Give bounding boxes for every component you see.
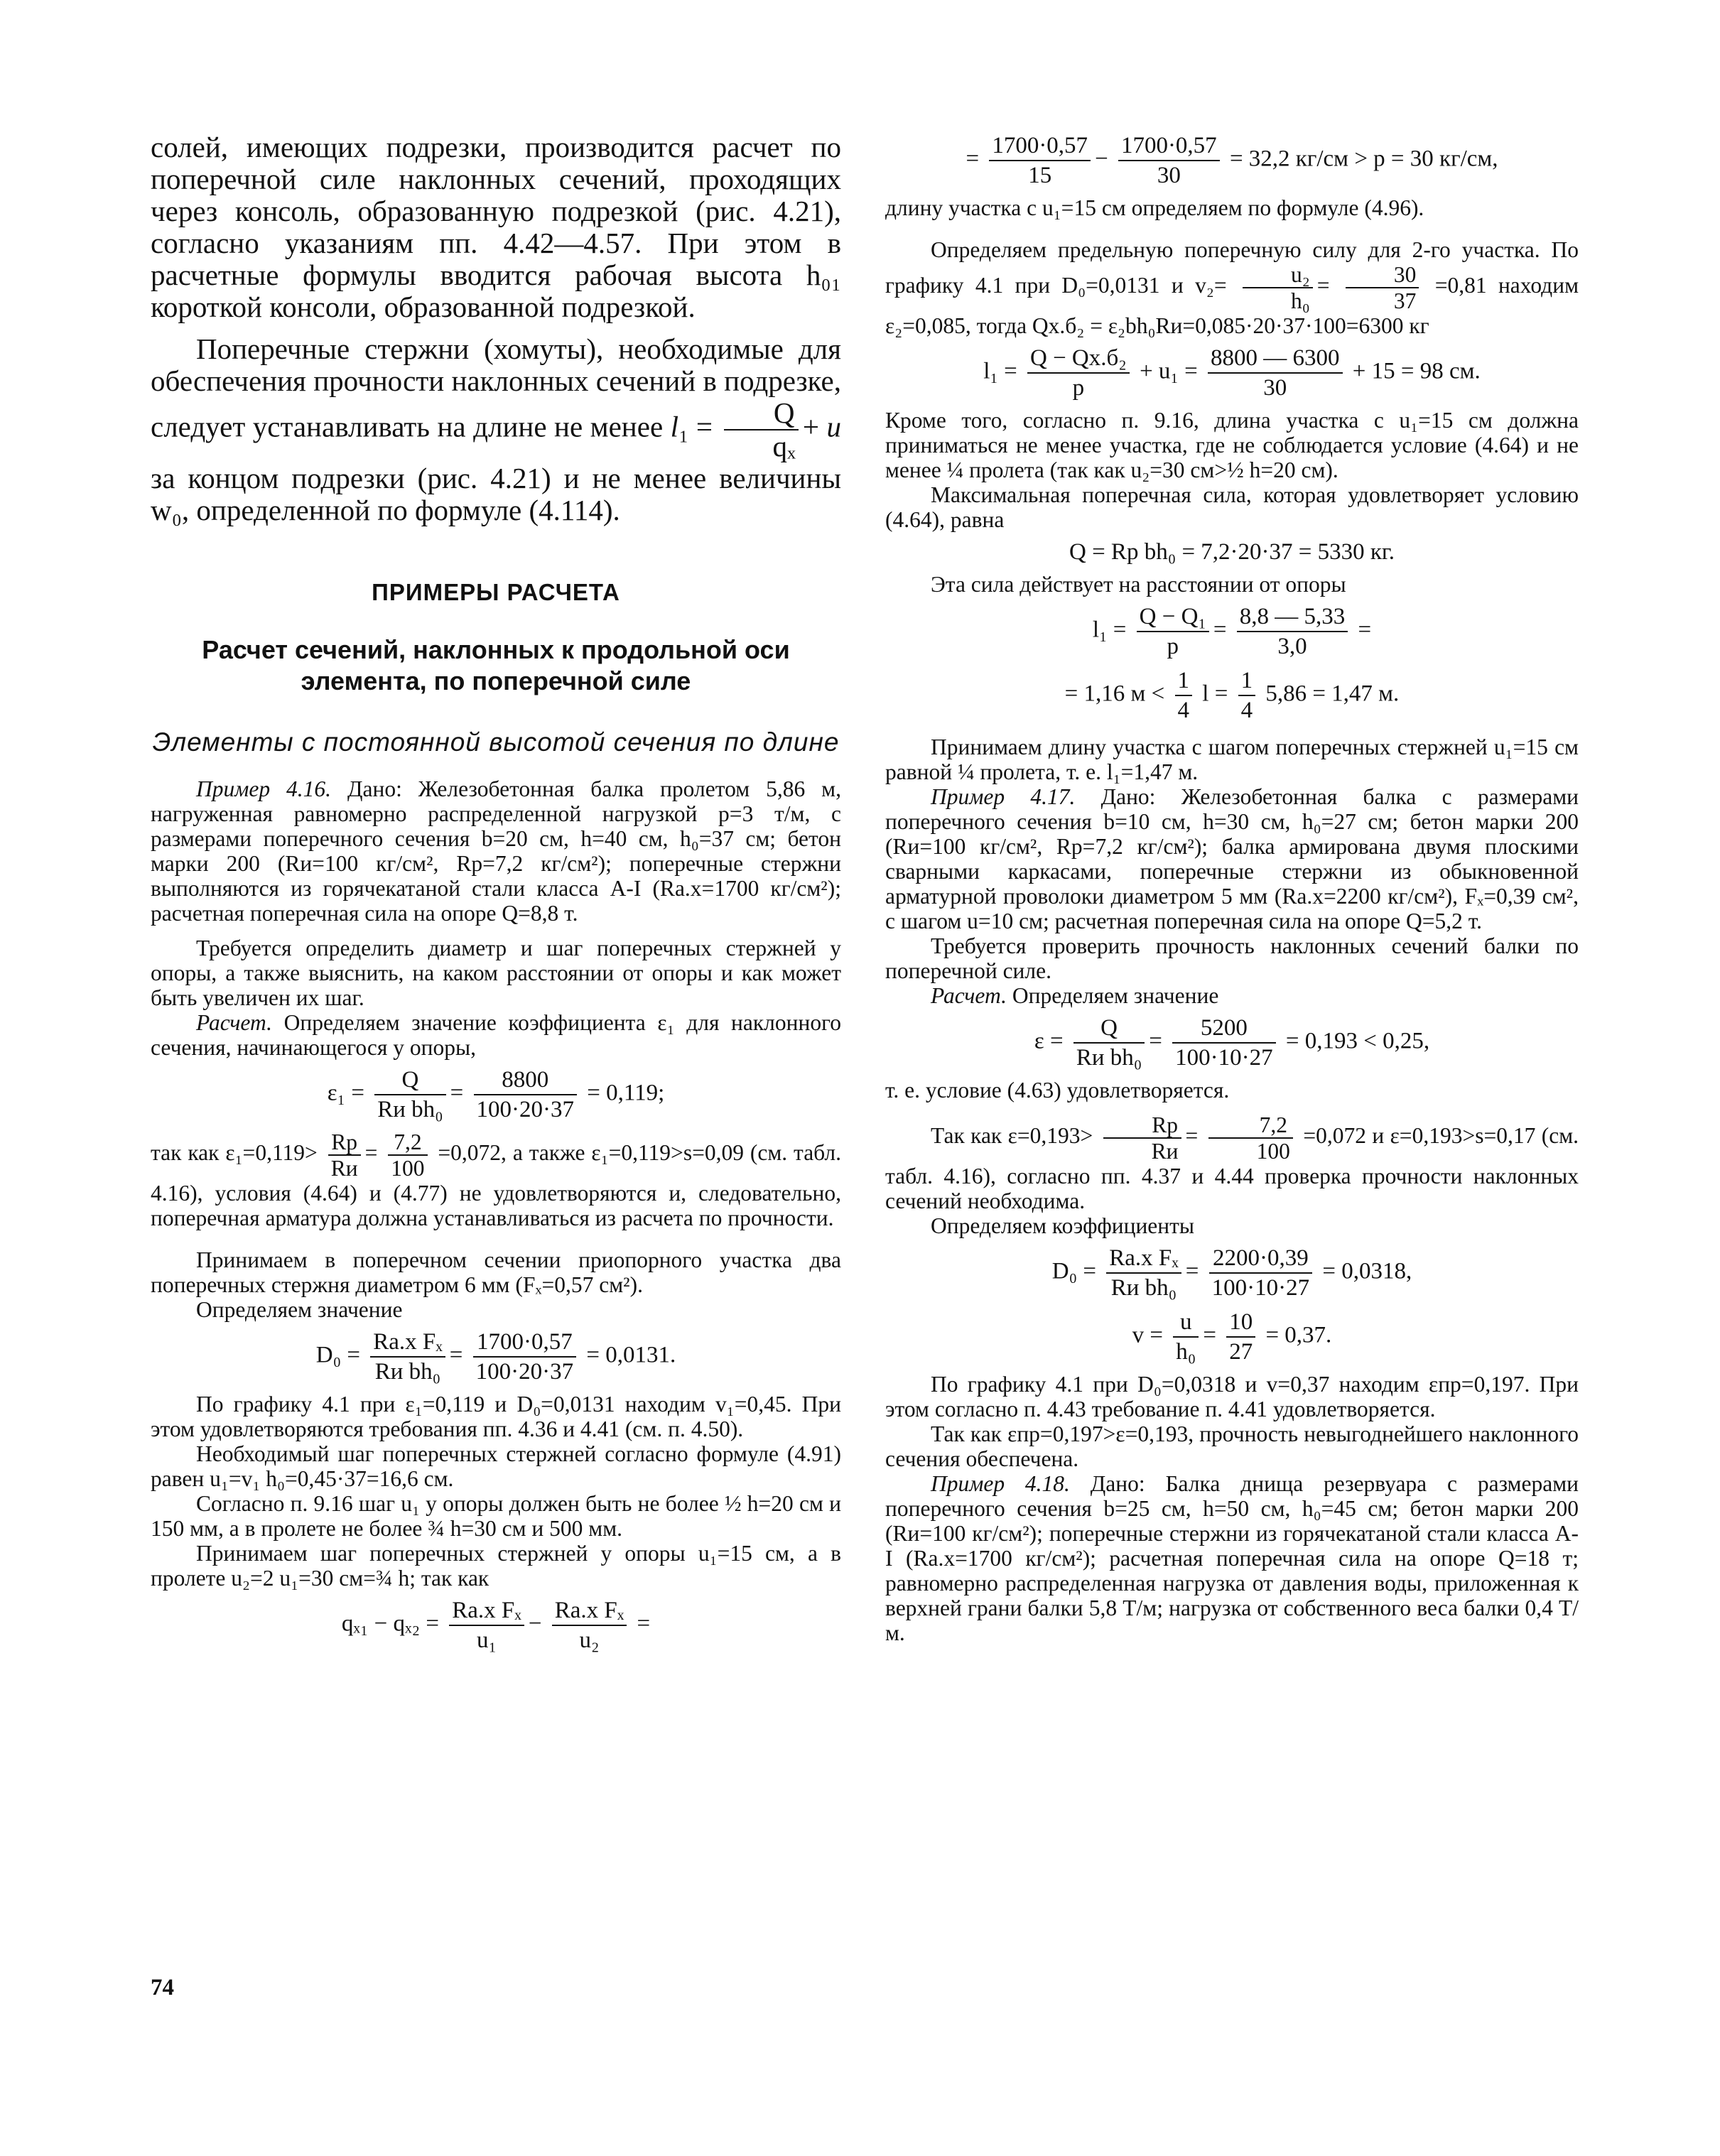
eq-den: h₀ bbox=[1176, 1339, 1196, 1365]
eq-den: 100·20·37 bbox=[476, 1097, 574, 1122]
eq-num: 8,8 — 5,33 bbox=[1237, 602, 1348, 632]
eq-result: = 32,2 кг/см > p = 30 кг/см, bbox=[1229, 146, 1498, 172]
eq-den: Rи bh₀ bbox=[377, 1097, 443, 1122]
eq-num: 1700·0,57 bbox=[1118, 131, 1220, 161]
eq-fraction bbox=[374, 1066, 445, 1124]
eq-num: Rа.х Fₓ bbox=[370, 1328, 445, 1358]
eq-fraction bbox=[1118, 131, 1220, 190]
eq-result: = 0,0131. bbox=[586, 1342, 676, 1368]
stirrups-text-b: за концом подрезки (рис. 4.21) и не менее величины w₀, определенной по формуле (4.114). bbox=[151, 462, 841, 526]
left-column bbox=[151, 131, 841, 1660]
calc-text: Определяем значение bbox=[1012, 983, 1219, 1008]
limit-fraction bbox=[1346, 262, 1419, 313]
paragraph-take: Принимаем шаг поперечных стержней у опоры u₁=15 см, а в пролете u₂=2 u₁=30 см=¾ h; так как bbox=[151, 1541, 841, 1591]
fraction-numerator: Q bbox=[724, 397, 798, 430]
paragraph-force: Эта сила действует на расстоянии от опоры bbox=[931, 572, 1346, 597]
eq-fraction bbox=[1226, 1308, 1255, 1366]
eq-fraction bbox=[1237, 602, 1348, 661]
paragraph-stirrups: Поперечные стержни (хомуты), необходимые для обеспечения прочности наклонных сечений в подрезке, следует устанавливать на длине не менее l₁ = $\frac{Q}{\text{qₓ}}$ + u за концом подрезки (рис. 4.21) и не менее величины w₀, определенной по формуле (4.114). bbox=[151, 332, 842, 526]
equation-eps: ε = $\frac{Q}{\text{Rи bh₀}}$ = $\frac{5200}{100\cdot 10\cdot 27}$ = 0,193 < 0,25, bbox=[1034, 1015, 1430, 1071]
eq-num: Q − Q₁ bbox=[1137, 602, 1209, 632]
eq-den: p bbox=[1167, 634, 1179, 659]
eq-den: Rи bbox=[1151, 1139, 1179, 1164]
example-label: Пример 4.17. bbox=[931, 784, 1076, 809]
example-text: Дано: Железобетонная балка пролетом 5,86 м, нагруженная равномерно распределенной нагрузкой p=3 т/м, с размерами поперечного сечения b=20 см, h=40 см, h₀=37 см; бетон марки 200 (Rи=100 кг/см², Rр=7,2 кг/см²); поперечные стержни выполняются из горячекатаной стали класса А-I (Rа.х=1700 кг/см²); расчетная поперечная сила на опоре Q=8,8 т. bbox=[151, 776, 841, 926]
eq-lhs: v = bbox=[1132, 1322, 1164, 1348]
eq-mid: + u₁ = bbox=[1140, 358, 1198, 384]
eq-result: = bbox=[1358, 617, 1372, 643]
eq-lhs: D₀ = bbox=[1051, 1258, 1096, 1284]
equation-eps1: ε₁ = $\frac{Q}{\text{Rи bh₀}}$ = $\frac{8800}{100\cdot 20\cdot 37}$ = 0,119; bbox=[327, 1067, 665, 1122]
paragraph-graph: По графику 4.1 при ε₁=0,119 и D₀=0,0131 находим v₁=0,45. При этом удовлетворяются требования пп. 4.36 и 4.41 (см. п. 4.50). bbox=[151, 1392, 841, 1441]
since-text-a: Так как ε=0,193> bbox=[931, 1123, 1093, 1149]
equation-q: Q = Rр bh₀ = 7,2·20·37 = 5330 кг. bbox=[1069, 539, 1395, 565]
eq-den: 30 bbox=[1157, 163, 1181, 188]
eq-lhs: qₓ₁ − qₓ₂ = bbox=[341, 1610, 439, 1637]
eq-den: Rи bh₀ bbox=[374, 1359, 441, 1385]
paragraph-since: так как ε₁=0,119> $\frac{Rр}{Rи}$ = $\frac{7,2}{100}$ =0,072, а также ε₁=0,119>s=0,09 (см. табл. 4.16), условия (4.64) и (4.77) не удовлетворяются и, следовательно, поперечная арматура должна устанавливаться из расчета по прочности. bbox=[151, 1130, 842, 1230]
eq-num: Rр bbox=[328, 1130, 361, 1156]
eq-result: + 15 = 98 см. bbox=[1352, 358, 1481, 384]
equation-l1-distance: l₁ = $\frac{\text{Q − Q₁}}{p}$ = $\frac{8,8 — 5,33}{3,0}$ = bbox=[1092, 604, 1372, 659]
heading-section: Расчет сечений, наклонных к продольной оси элемента, по поперечной силе bbox=[202, 635, 790, 695]
since-text-a: так как ε₁=0,119> bbox=[151, 1140, 318, 1166]
eq-den: Rи bbox=[330, 1156, 358, 1181]
eq-result: = 0,0318, bbox=[1322, 1258, 1412, 1284]
eq-den: 3,0 bbox=[1277, 634, 1307, 659]
since-fraction bbox=[1103, 1112, 1181, 1164]
eq-den: p bbox=[1072, 375, 1085, 401]
calc-label: Расчет. bbox=[931, 983, 1007, 1008]
paragraph-accept: Принимаем в поперечном сечении приопорного участка два поперечных стержня диаметром 6 мм (Fₓ=0,57 см²). bbox=[151, 1247, 841, 1297]
paragraph-coefficients: Определяем коэффициенты bbox=[931, 1213, 1195, 1238]
paragraph-accept-length: Принимаем длину участка с шагом поперечных стержней u₁=15 см равной ¼ пролета, т. е. l₁=1,47 м. bbox=[885, 735, 1579, 784]
since-fraction bbox=[328, 1130, 361, 1181]
eq-num: 1 bbox=[1175, 666, 1193, 696]
paragraph-condition: т. е. условие (4.63) удовлетворяется. bbox=[885, 1078, 1230, 1103]
eq-result: = bbox=[637, 1610, 651, 1637]
eq-num: Rа.х Fₓ bbox=[552, 1596, 627, 1626]
paragraph-length: длину участка с u₁=15 см определяем по формуле (4.96). bbox=[885, 195, 1424, 220]
paragraph-9-16: Согласно п. 9.16 шаг u₁ у опоры должен быть не более ½ h=20 см и 150 мм, а в пролете не более ¾ h=30 см и 500 мм. bbox=[151, 1491, 841, 1541]
paragraph-calculation-2 bbox=[885, 983, 1579, 1008]
eq-num: Rа.х Fₓ bbox=[449, 1596, 524, 1626]
limit-text-b: =0,81 находим ε₂=0,085, тогда Qх.б₂ = ε₂bh₀Rи=0,085·20·37·100=6300 кг bbox=[885, 273, 1579, 338]
stirrups-fraction bbox=[724, 397, 798, 462]
eq-num: Rа.х Fₓ bbox=[1106, 1244, 1181, 1274]
eq-num: 8800 bbox=[474, 1066, 577, 1095]
calc-label: Расчет. bbox=[196, 1010, 272, 1035]
eq-num: 2200·0,39 bbox=[1209, 1244, 1312, 1274]
eq-fraction bbox=[473, 1328, 576, 1386]
eq-den: 100·10·27 bbox=[1211, 1275, 1310, 1301]
example-label: Пример 4.16. bbox=[196, 776, 332, 801]
eq-den: Rи bh₀ bbox=[1076, 1045, 1142, 1071]
since-text-b: =0,072, а также ε₁=0,119>s=0,09 (см. табл. 4.16), условия (4.64) и (4.77) не удовлетворяются и, следовательно, поперечная арматура должна устанавливаться из расчета по прочности. bbox=[151, 1140, 842, 1230]
equation-quarter-span bbox=[885, 666, 1579, 725]
eq-lhs: D₀ = bbox=[315, 1342, 360, 1368]
eq-fraction bbox=[1172, 1014, 1275, 1072]
eq-fraction bbox=[1208, 344, 1343, 402]
eq-num: u₂ bbox=[1243, 262, 1313, 288]
eq-num: 30 bbox=[1346, 262, 1419, 288]
equation-qx-values: = $\frac{1700\cdot 0,57}{15}$ − $\frac{1700\cdot 0,57}{30}$ = 32,2 кг/см > p = 30 кг/см, bbox=[966, 133, 1498, 188]
eq-fraction bbox=[1238, 666, 1256, 725]
eq-den: h₀ bbox=[1290, 288, 1310, 313]
eq-part: = 1,16 м < bbox=[1064, 681, 1165, 707]
eq-den: 100 bbox=[1256, 1139, 1290, 1164]
eq-num: u bbox=[1173, 1308, 1199, 1338]
eq-result: 5,86 = 1,47 м. bbox=[1265, 681, 1400, 707]
paragraph-since-3: Так как εпр=0,197>ε=0,193, прочность невыгоднейшего наклонного сечения обеспечена. bbox=[885, 1421, 1579, 1471]
eq-num: Rр bbox=[1103, 1112, 1181, 1139]
eq-num: Q bbox=[374, 1066, 445, 1095]
fraction-denominator: qₓ bbox=[772, 430, 796, 462]
paragraph-besides: Кроме того, согласно п. 9.16, длина участка с u₁=15 см должна приниматься не менее участка, где не соблюдается условие (4.64) и не менее ¼ пролета (так как u₂=30 см>½ h=20 см). bbox=[885, 408, 1579, 482]
paragraph-graph-2: По графику 4.1 при D₀=0,0318 и v=0,37 находим εпр=0,197. При этом согласно п. 4.43 требование п. 4.41 удовлетворяется. bbox=[885, 1372, 1579, 1421]
eq-num: 10 bbox=[1226, 1308, 1255, 1338]
eq-den: 100·10·27 bbox=[1175, 1045, 1273, 1071]
stirrups-text-a: Поперечные стержни (хомуты), необходимые для обеспечения прочности наклонных сечений в подрезке, следует устанавливать на длине не менее bbox=[151, 332, 841, 443]
eq-fraction bbox=[1209, 1244, 1312, 1302]
eq-fraction bbox=[1175, 666, 1193, 725]
equation-d0-2: D₀ = $\frac{\text{Rа.х Fₓ}}{\text{Rи bh₀}}$ = $\frac{2200\cdot 0,39}{100\cdot 10\cdot 27}$ = 0,0318, bbox=[1051, 1245, 1412, 1301]
paragraph-determine: Определяем значение bbox=[196, 1297, 403, 1322]
heading-examples: ПРИМЕРЫ РАСЧЕТА bbox=[372, 579, 620, 605]
eq-den: 15 bbox=[1028, 163, 1052, 188]
paragraph-required: Требуется определить диаметр и шаг поперечных стержней у опоры, а также выяснить, на каком расстоянии от опоры и как может быть увеличен их шаг. bbox=[151, 936, 841, 1010]
example-label: Пример 4.18. bbox=[931, 1471, 1070, 1496]
eq-part: l = bbox=[1202, 681, 1228, 707]
since-fraction bbox=[388, 1130, 427, 1181]
equation-v: v = $\frac{u}{\text{h₀}}$ = $\frac{10}{27}$ = 0,37. bbox=[1132, 1309, 1332, 1365]
eq-lhs: ε = bbox=[1034, 1028, 1064, 1054]
eq-num: 5200 bbox=[1172, 1014, 1275, 1044]
eq-den: 4 bbox=[1240, 698, 1253, 723]
eq-den: 30 bbox=[1263, 375, 1287, 401]
since-text-b: =0,072 и ε=0,193>s=0,17 (см. табл. 4.16), согласно пп. 4.37 и 4.44 проверка прочности наклонных сечений необходима. bbox=[885, 1123, 1579, 1213]
limit-text-a: Определяем предельную поперечную силу для 2-го участка. По графику 4.1 при D₀=0,0131 и v₂= bbox=[885, 237, 1579, 298]
eq-den: 37 bbox=[1393, 288, 1417, 313]
eq-num: Q − Qх.б₂ bbox=[1027, 344, 1130, 374]
example-4-18 bbox=[885, 1471, 1579, 1645]
eq-den: 100 bbox=[391, 1156, 425, 1181]
paragraph-consoles: солей, имеющих подрезки, производится расчет по поперечной силе наклонных сечений, проходящих через консоль, образованную подрезкой (рис. 4.21), согласно указаниям пп. 4.42—4.57. При этом в расчетные формулы вводится рабочая высота h₀₁ короткой консоли, образованной подрезкой. bbox=[151, 131, 841, 323]
eq-fraction bbox=[1106, 1244, 1181, 1302]
eq-fraction bbox=[1173, 1308, 1199, 1366]
since-fraction bbox=[1208, 1112, 1293, 1164]
eq-den: 27 bbox=[1229, 1339, 1253, 1365]
eq-num: 1 bbox=[1238, 666, 1256, 696]
example-text: Дано: Железобетонная балка с размерами поперечного сечения b=10 см, h=30 см, h₀=27 см; бетон марки 200 (Rи=100 кг/см², Rр=7,2 кг/см²); балка армирована двумя плоскими сварными каркасами, поперечные стержни из обыкновенной арматурной проволоки диаметром 5 мм (Rа.х=2200 кг/см²), Fₓ=0,39 см², с шагом u=10 см; расчетная поперечная сила на опоре Q=5,2 т. bbox=[885, 784, 1579, 933]
eq-den: 100·20·37 bbox=[475, 1359, 574, 1385]
right-column bbox=[885, 131, 1579, 1645]
paragraph-calculation bbox=[151, 1010, 841, 1060]
eq-den: 4 bbox=[1177, 698, 1190, 723]
eq-den: u₂ bbox=[579, 1627, 600, 1653]
heading-subsection: Элементы с постоянной высотой сечения по длине bbox=[152, 727, 840, 757]
eq-num: 8800 — 6300 bbox=[1208, 344, 1343, 374]
eq-num: 1700·0,57 bbox=[989, 131, 1091, 161]
equation-d0: D₀ = $\frac{\text{Rа.х Fₓ}}{\text{Rи bh₀}}$ = $\frac{1700\cdot 0,57}{100\cdot 20\cdot 37}$ = 0,0131. bbox=[315, 1329, 676, 1385]
eq-num: 7,2 bbox=[388, 1130, 427, 1156]
eq-num: Q bbox=[1073, 1014, 1145, 1044]
eq-fraction bbox=[449, 1596, 524, 1654]
paragraph-since-2: Так как ε=0,193> $\frac{Rр}{Rи}$ = $\frac{7,2}{100}$ =0,072 и ε=0,193>s=0,17 (см. табл. 4.16), согласно пп. 4.37 и 4.44 проверка прочности наклонных сечений необходима. bbox=[885, 1112, 1579, 1213]
eq-fraction bbox=[1073, 1014, 1145, 1072]
equation-l1 bbox=[885, 344, 1579, 402]
eq-fraction bbox=[474, 1066, 577, 1124]
limit-fraction bbox=[1243, 262, 1313, 313]
eq-lhs: l₁ = bbox=[1092, 617, 1127, 643]
eq-den: Rи bh₀ bbox=[1110, 1275, 1177, 1301]
eq-num: 7,2 bbox=[1208, 1112, 1293, 1139]
eq-den: u₁ bbox=[477, 1627, 497, 1653]
eq-fraction bbox=[989, 131, 1091, 190]
eq-fraction bbox=[370, 1328, 445, 1386]
eq-num: 1700·0,57 bbox=[473, 1328, 576, 1358]
example-4-17 bbox=[885, 784, 1579, 933]
equation-qx: qₓ₁ − qₓ₂ = $\frac{\text{Rа.х Fₓ}}{\text{u₁}}$ − $\frac{\text{Rа.х Fₓ}}{\text{u₂}}$ = bbox=[341, 1598, 651, 1653]
eq-result: = 0,37. bbox=[1265, 1322, 1332, 1348]
paragraph-max: Максимальная поперечная сила, которая удовлетворяет условию (4.64), равна bbox=[885, 482, 1579, 532]
eq-fraction bbox=[1137, 602, 1209, 661]
eq-lhs: ε₁ = bbox=[327, 1080, 364, 1106]
page-number: 74 bbox=[151, 1975, 174, 2000]
eq-result: = 0,193 < 0,25, bbox=[1285, 1028, 1430, 1054]
paragraph-limit: Определяем предельную поперечную силу для 2-го участка. По графику 4.1 при D₀=0,0131 и v₂= $\frac{\text{u₂}}{\text{h₀}}$ = $\frac{30}{37}$ =0,81 находим ε₂=0,085, тогда Qх.б₂ = ε₂bh₀Rи=0,085·20·37·100=6300 кг bbox=[885, 237, 1579, 338]
example-text: Дано: Балка днища резервуара с размерами поперечного сечения b=25 см, h=50 см, h₀=45 см; бетон марки 200 (Rи=100 кг/см²); поперечные стержни из горячекатаной стали класса А-I (Rа.х=1700 кг/см²); расчетная поперечная сила на опоре Q=18 т; равномерно распределенная нагрузка от давления воды, приложенная к верхней грани балки 5,8 Т/м; нагрузка от собственного веса балки 0,4 Т/м. bbox=[885, 1471, 1579, 1645]
eq-fraction bbox=[552, 1596, 627, 1654]
example-4-16 bbox=[151, 776, 841, 926]
eq-lhs: l₁ = bbox=[983, 358, 1017, 384]
paragraph-required-2: Требуется проверить прочность наклонных сечений балки по поперечной силе. bbox=[885, 933, 1579, 983]
eq-fraction bbox=[1027, 344, 1130, 402]
eq-result: = 0,119; bbox=[587, 1080, 665, 1106]
paragraph-step: Необходимый шаг поперечных стержней согласно формуле (4.91) равен u₁=v₁ h₀=0,45·37=16,6 см. bbox=[151, 1441, 841, 1491]
calc-text: Определяем значение коэффициента ε₁ для наклонного сечения, начинающегося у опоры, bbox=[151, 1010, 842, 1060]
